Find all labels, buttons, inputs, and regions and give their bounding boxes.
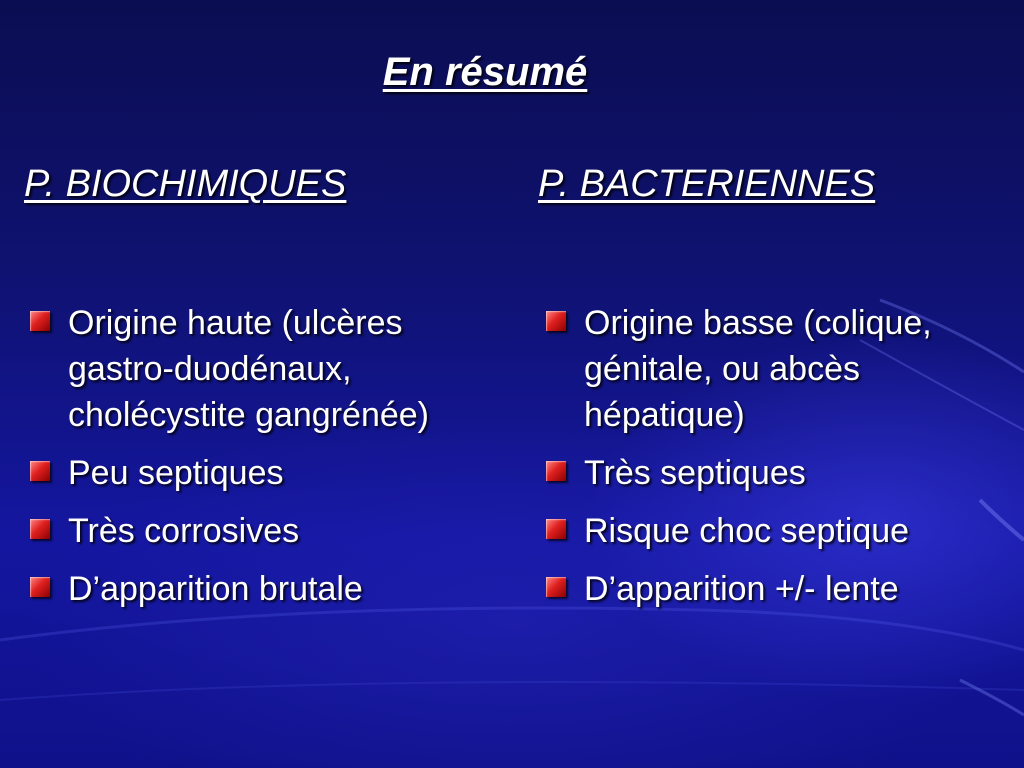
bullet-list-bacteriennes — [546, 300, 1016, 624]
red-square-bullet-icon — [546, 311, 566, 331]
red-square-bullet-icon — [30, 577, 50, 597]
red-square-bullet-icon — [30, 461, 50, 481]
column-heading-biochimiques: P. BIOCHIMIQUES — [24, 163, 347, 205]
bullet-text: Origine haute (ulcères gastro-duodénaux, cholécystite gangrénée) — [68, 304, 430, 434]
list-item — [546, 508, 1016, 554]
red-square-bullet-icon — [546, 519, 566, 539]
bullet-text: D’apparition +/- lente — [584, 570, 899, 608]
slide-title: En résumé — [382, 50, 588, 94]
bullet-text: Très septiques — [584, 454, 806, 492]
list-item — [30, 566, 510, 612]
red-square-bullet-icon — [546, 461, 566, 481]
bullet-text: Peu septiques — [68, 454, 284, 492]
list-item — [546, 566, 1016, 612]
bullet-text: Origine basse (colique, génitale, ou abcès hépatique) — [584, 304, 932, 434]
red-square-bullet-icon — [30, 311, 50, 331]
list-item — [30, 300, 510, 438]
list-item — [546, 450, 1016, 496]
column-heading-bacteriennes: P. BACTERIENNES — [538, 163, 876, 205]
bullet-text: Très corrosives — [68, 512, 300, 550]
list-item — [546, 300, 1016, 438]
list-item — [30, 450, 510, 496]
list-item — [30, 508, 510, 554]
bullet-text: D’apparition brutale — [68, 570, 363, 608]
bullet-text: Risque choc septique — [584, 512, 910, 550]
red-square-bullet-icon — [546, 577, 566, 597]
red-square-bullet-icon — [30, 519, 50, 539]
bullet-list-biochimiques — [30, 300, 510, 624]
